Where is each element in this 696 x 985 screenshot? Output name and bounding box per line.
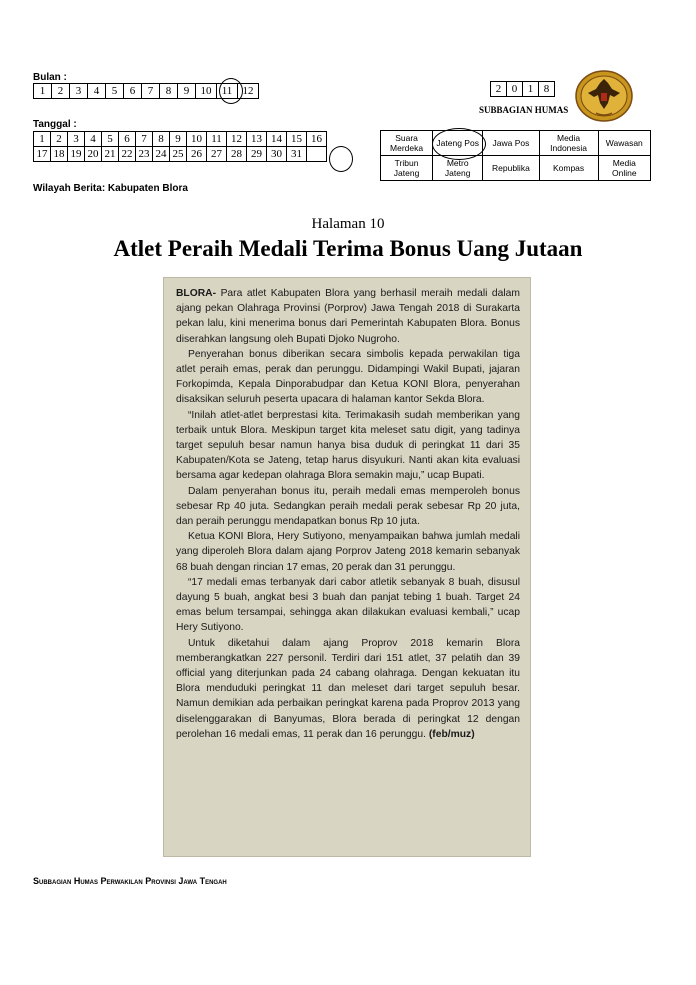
media-cell-kompas: Kompas <box>539 156 598 181</box>
day-cell-4: 4 <box>85 132 102 147</box>
day-cell-13: 13 <box>247 132 267 147</box>
day-cell-11: 11 <box>207 132 227 147</box>
wilayah-label: Wilayah Berita: Kabupaten Blora <box>33 183 188 194</box>
year-digit-cell: 0 <box>507 82 523 97</box>
tanggal-label: Tanggal : <box>33 119 77 130</box>
day-cell-14: 14 <box>267 132 287 147</box>
month-cell-3: 3 <box>70 84 88 99</box>
day-cell-1: 1 <box>34 132 51 147</box>
day-grid <box>33 131 327 162</box>
month-cell-12: 12 <box>238 84 259 99</box>
day-cell-16: 16 <box>307 132 327 147</box>
day-cell-24: 24 <box>153 147 170 162</box>
day-cell-8: 8 <box>153 132 170 147</box>
garuda-emblem-icon <box>574 69 634 123</box>
day-cell-28: 28 <box>227 147 247 162</box>
year-digit-cell: 2 <box>491 82 507 97</box>
lead-word: BLORA- <box>176 288 217 299</box>
paragraph-3: “Inilah atlet-atlet berprestasi kita. Terimakasih sudah memberikan yang terbaik untuk Blora. Meskipun target kita meleset satu digit, yang tadinya target sepuluh besar namun hanya bisa duduk di peringkat 11 dari 35 Kabupaten/Kota se Jateng, tetap harus disyukuri. Nanti akan kita evaluasi bersama agar kedepan olahraga Blora semakin maju,” ucap Bupati. <box>176 409 520 482</box>
bulan-label: Bulan : <box>33 72 67 83</box>
media-cell-wawasan: Wawasan <box>598 131 650 156</box>
day-cell-7: 7 <box>136 132 153 147</box>
media-cell-media-online: Media Online <box>598 156 650 181</box>
month-cell-8: 8 <box>160 84 178 99</box>
day-cell-9: 9 <box>170 132 187 147</box>
month-cell-2: 2 <box>52 84 70 99</box>
news-clipping <box>163 277 531 857</box>
day-cell-27: 27 <box>207 147 227 162</box>
day-cell-15: 15 <box>287 132 307 147</box>
day-cell-22: 22 <box>119 147 136 162</box>
day-cell-3: 3 <box>68 132 85 147</box>
month-cell-1: 1 <box>34 84 52 99</box>
month-cell-9: 9 <box>178 84 196 99</box>
paragraph-6: “17 medali emas terbanyak dari cabor atletik sebanyak 8 buah, disusul dayung 5 buah, angkat besi 3 buah dan panjat tebing 1 buah. Target 24 emas belum tersampai, sehingga akan dilakukan evaluasi kembali,” ucap Hery Sutiyono. <box>176 576 520 634</box>
day-cell-30: 30 <box>267 147 287 162</box>
day-cell-17: 17 <box>34 147 51 162</box>
article-title: Atlet Peraih Medali Terima Bonus Uang Jutaan <box>113 236 583 261</box>
day-cell-6: 6 <box>119 132 136 147</box>
month-cell-10: 10 <box>196 84 217 99</box>
day-cell-21: 21 <box>102 147 119 162</box>
day-cell-10: 10 <box>187 132 207 147</box>
day-cell-12: 12 <box>227 132 247 147</box>
paragraph-1: BLORA- Para atlet Kabupaten Blora yang berhasil meraih medali dalam ajang pekan Olahraga Provinsi (Porprov) Jawa Tengah 2018 di Surakarta pekan lalu, kini menerima bonus dari Pemerintah Kabupaten Blora. Bonus diserahkan langsung oleh Bupati Djoko Nugroho. <box>176 288 520 345</box>
footer-text: Subbagian Humas Perwakilan Provinsi Jawa Tengah <box>33 876 227 886</box>
media-cell-tribun-jateng: Tribun Jateng <box>381 156 433 181</box>
day-cell-25: 25 <box>170 147 187 162</box>
page-number: Halaman 10 <box>311 216 385 232</box>
day-cell-23: 23 <box>136 147 153 162</box>
paragraph-5: Ketua KONI Blora, Hery Sutiyono, menyampaikan bahwa jumlah medali yang diperoleh Blora dalam ajang Porprov Jateng 2018 kemarin sebanyak 68 buah dengan rincian 17 emas, 20 perak dan 31 perunggu. <box>176 531 520 573</box>
media-cell-jawa-pos: Jawa Pos <box>483 131 539 156</box>
byline: (feb/muz) <box>428 728 475 740</box>
media-cell-suara-merdeka: Suara Merdeka <box>381 131 433 156</box>
day-selection-circle <box>329 146 353 172</box>
subbagian-label: SUBBAGIAN HUMAS <box>479 105 569 115</box>
month-cell-11: 11 <box>217 84 238 99</box>
month-cell-6: 6 <box>124 84 142 99</box>
day-cell-19: 19 <box>68 147 85 162</box>
media-cell-metro-jateng: Metro Jateng <box>433 156 483 181</box>
paragraph-2: Penyerahan bonus diberikan secara simbolis kepada perwakilan tiga atlet peraih emas, perak dan perunggu. Didampingi Wakil Bupati, jajaran Forkopimda, Kepala Dinporabudpar dan Ketua KONI Blora, penyerahan disaksikan seluruh peserta upacara di halaman kantor Sekda Blora. <box>176 348 520 406</box>
day-cell-26: 26 <box>187 147 207 162</box>
month-cell-5: 5 <box>106 84 124 99</box>
year-digit-cell: 8 <box>539 82 555 97</box>
day-cell-29: 29 <box>247 147 267 162</box>
day-cell-31: 31 <box>287 147 307 162</box>
day-cell-18: 18 <box>51 147 68 162</box>
year-digit-cell: 1 <box>523 82 539 97</box>
day-cell-2: 2 <box>51 132 68 147</box>
year-grid <box>490 81 555 97</box>
month-selection-circle <box>219 78 243 104</box>
media-selection-circle <box>432 128 486 160</box>
media-cell-jateng-pos: Jateng Pos <box>433 131 483 156</box>
paragraph-4: Dalam penyerahan bonus itu, peraih medali emas memperoleh bonus sebesar Rp 40 juta. Sedangkan peraih medali perak sebesar Rp 20 juta, dan peraih perunggu mendapatkan bonus Rp 10 juta. <box>176 485 520 528</box>
month-cell-4: 4 <box>88 84 106 99</box>
day-cell-empty <box>307 147 327 162</box>
month-cell-7: 7 <box>142 84 160 99</box>
media-table <box>380 130 651 181</box>
paragraph-7: Untuk diketahui dalam ajang Proprov 2018 kemarin Blora memberangkatkan 227 personil. Terdiri dari 151 atlet, 37 pelatih dan 39 official yang diterjunkan pada 24 cabang olahraga. Dengan kekuatan itu Blora menduduki peringkat 11 dan meleset dari target sepuluh besar. Namun demikian ada perbaikan peringkat karena pada Proprov 2013 yang diselenggarakan di Banyumas, Blora berada di peringkat 12 dengan perolehan 16 medali emas, 11 perak dan 16 perunggu. (feb/muz) <box>176 637 520 740</box>
media-cell-republika: Republika <box>483 156 539 181</box>
day-cell-5: 5 <box>102 132 119 147</box>
day-cell-20: 20 <box>85 147 102 162</box>
media-cell-media-indonesia: Media Indonesia <box>539 131 598 156</box>
